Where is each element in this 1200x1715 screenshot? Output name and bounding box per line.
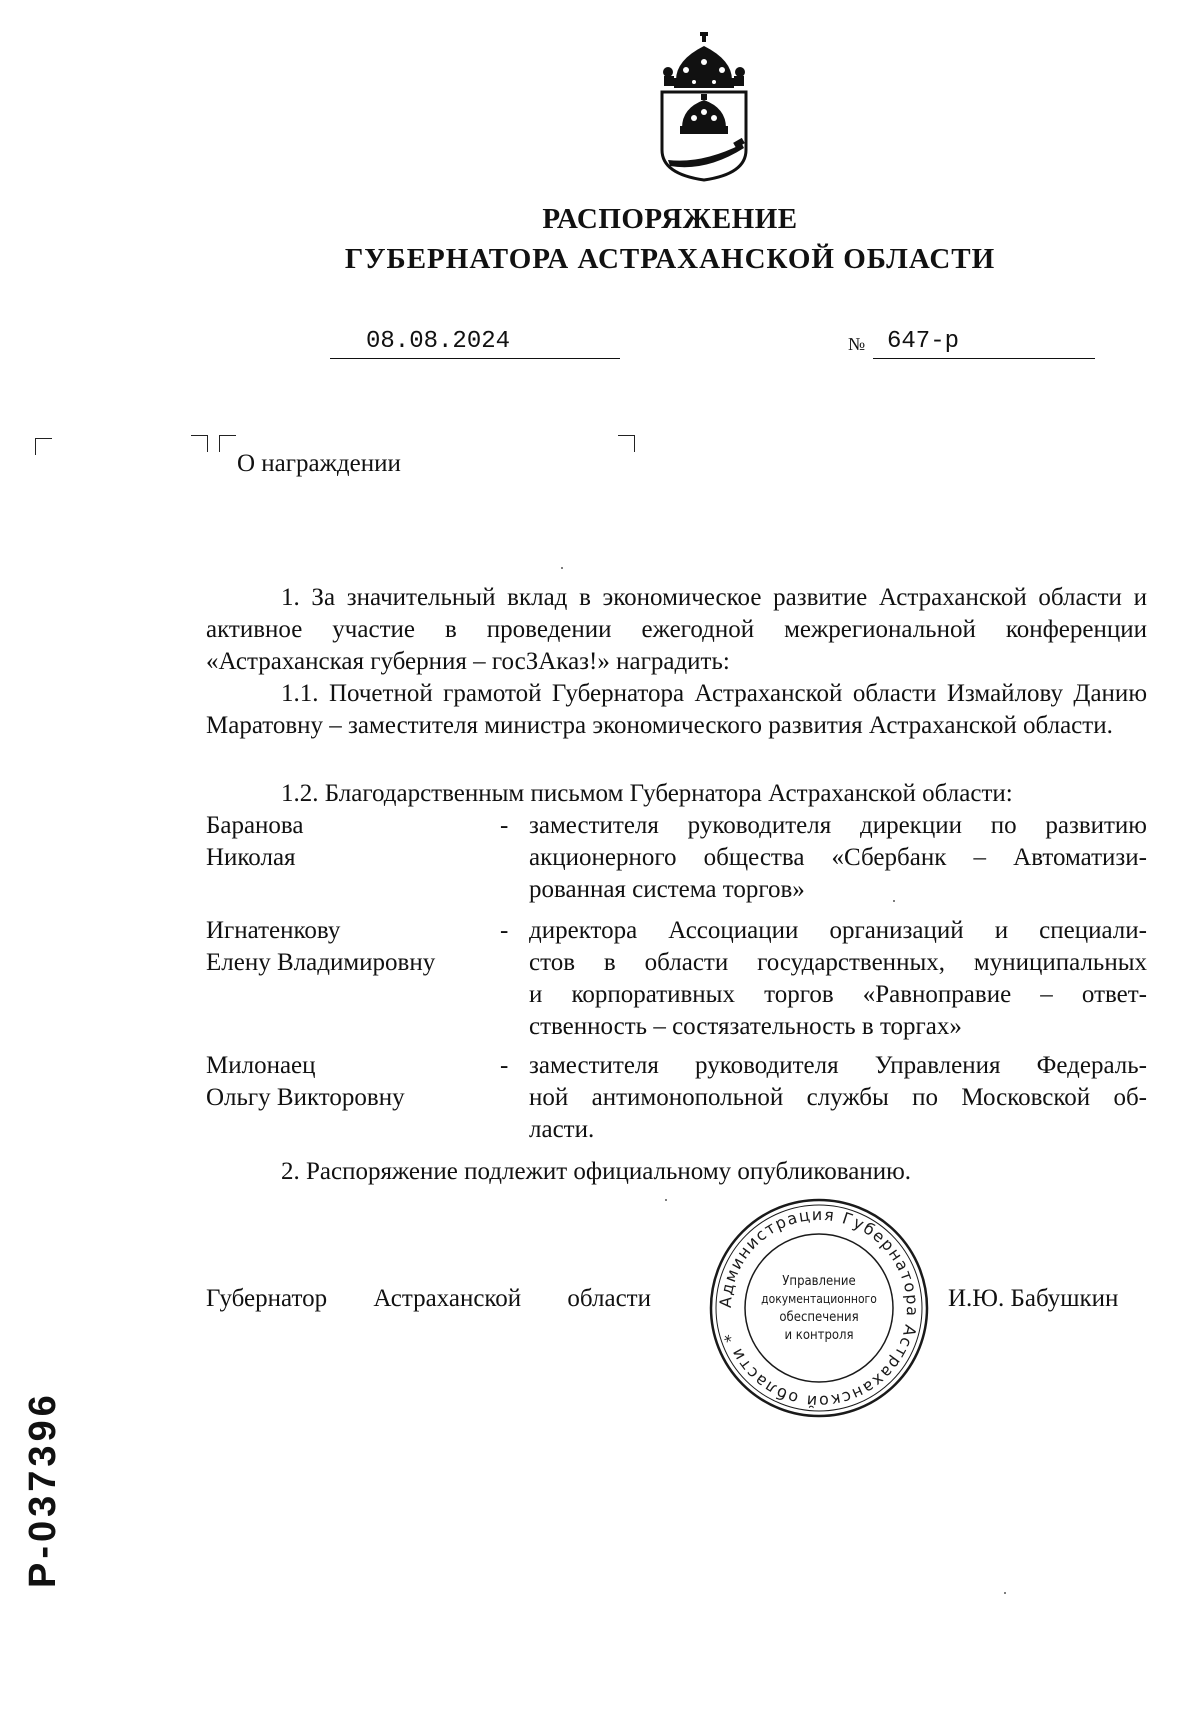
paragraph-1-1-text: 1.1. Почетной грамотой Губернатора Астраханской области Измайлову Данию Маратовну – заместителя министра экономического развития Астраханской области.	[206, 680, 1147, 739]
scan-speck	[893, 900, 895, 902]
corner-mark-icon	[219, 435, 236, 452]
position-line: стов в области государственных, муниципальных	[529, 949, 1147, 976]
recipient-surname: Игнатенкову	[206, 917, 341, 944]
issuer-heading: ГУБЕРНАТОРА АСТРАХАНСКОЙ ОБЛАСТИ	[344, 243, 996, 275]
paragraph-1-text: 1. За значительный вклад в экономическое развитие Астраханской области и активное участие в проведении ежегодной межрегиональной конференции «Астраханская губерния – госЗАказ!» наградить:	[206, 584, 1147, 675]
position-line: акционерного общества «Сбербанк – Автоматизи-	[529, 844, 1147, 871]
recipient-position	[529, 810, 1147, 906]
position-line: и корпоративных торгов «Равноправие – ответ-	[529, 981, 1147, 1008]
signatory-title	[206, 1285, 651, 1313]
position-line: директора Ассоциации организаций и специали-	[529, 917, 1147, 944]
signatory-title-word: Губернатор	[206, 1285, 328, 1312]
recipient-name	[206, 915, 496, 979]
document-number: 647-р	[887, 328, 960, 355]
recipient-dash: -	[500, 812, 509, 839]
number-sign: №	[848, 334, 866, 354]
scan-speck	[665, 1199, 667, 1201]
position-line: ной антимонопольной службы по Московской об-	[529, 1084, 1147, 1111]
recipient-position	[529, 1050, 1147, 1146]
paragraph-2: 2. Распоряжение подлежит официальному опубликованию.	[281, 1158, 912, 1185]
signatory-title-word: области	[567, 1285, 651, 1312]
document-date: 08.08.2024	[366, 328, 511, 355]
position-line: ственность – состязательность в торгах»	[529, 1013, 962, 1040]
stamp-center-line: обеспечения	[779, 1310, 859, 1325]
corner-mark-icon	[191, 435, 208, 452]
position-line: ласти.	[529, 1116, 595, 1143]
signatory-name: И.Ю. Бабушкин	[948, 1285, 1119, 1312]
paragraph-1-2-text: 1.2. Благодарственным письмом Губернатора Астраханской области:	[281, 780, 1013, 807]
recipient-given-name: Николая	[206, 844, 296, 871]
scan-speck	[561, 567, 563, 569]
recipient-name	[206, 1050, 496, 1114]
stamp-center-line: Управление	[782, 1274, 856, 1289]
corner-mark-icon	[618, 435, 635, 452]
recipient-name	[206, 810, 496, 874]
recipient-dash: -	[500, 917, 509, 944]
recipient-surname: Милонаец	[206, 1052, 316, 1079]
recipient-position	[529, 915, 1147, 1043]
document-subject: О награждении	[237, 450, 401, 477]
position-line: заместителя руководителя дирекции по развитию	[529, 812, 1147, 839]
stamp-ring-text: Администрация Губернатора Астраханской области *	[715, 1204, 923, 1412]
svg-text:Администрация Губернатора Астр	[716, 1205, 922, 1411]
recipient-surname: Баранова	[206, 812, 304, 839]
recipient-dash: -	[500, 1052, 509, 1079]
recipient-given-name: Ольгу Викторовну	[206, 1084, 405, 1111]
paragraph-1-2	[206, 778, 1147, 810]
scan-speck	[1004, 1592, 1006, 1594]
signatory-title-word: Астраханской	[373, 1285, 522, 1312]
stamp-center-line: и контроля	[784, 1328, 854, 1343]
document-type-heading: РАСПОРЯЖЕНИЕ	[542, 203, 798, 235]
stamp-center-line: документационного	[761, 1292, 877, 1306]
number-field	[873, 328, 1095, 359]
position-line: рованная система торгов»	[529, 876, 805, 903]
paragraph-1	[206, 582, 1147, 678]
serial-number: P-037396	[22, 1391, 64, 1588]
astrakhan-coat-of-arms-icon	[654, 32, 754, 182]
paragraph-1-1	[206, 678, 1147, 742]
date-field	[330, 328, 620, 359]
official-stamp	[708, 1197, 930, 1419]
position-line: заместителя руководителя Управления Федераль-	[529, 1052, 1147, 1079]
recipient-given-name: Елену Владимировну	[206, 949, 436, 976]
corner-mark-icon	[35, 438, 52, 455]
